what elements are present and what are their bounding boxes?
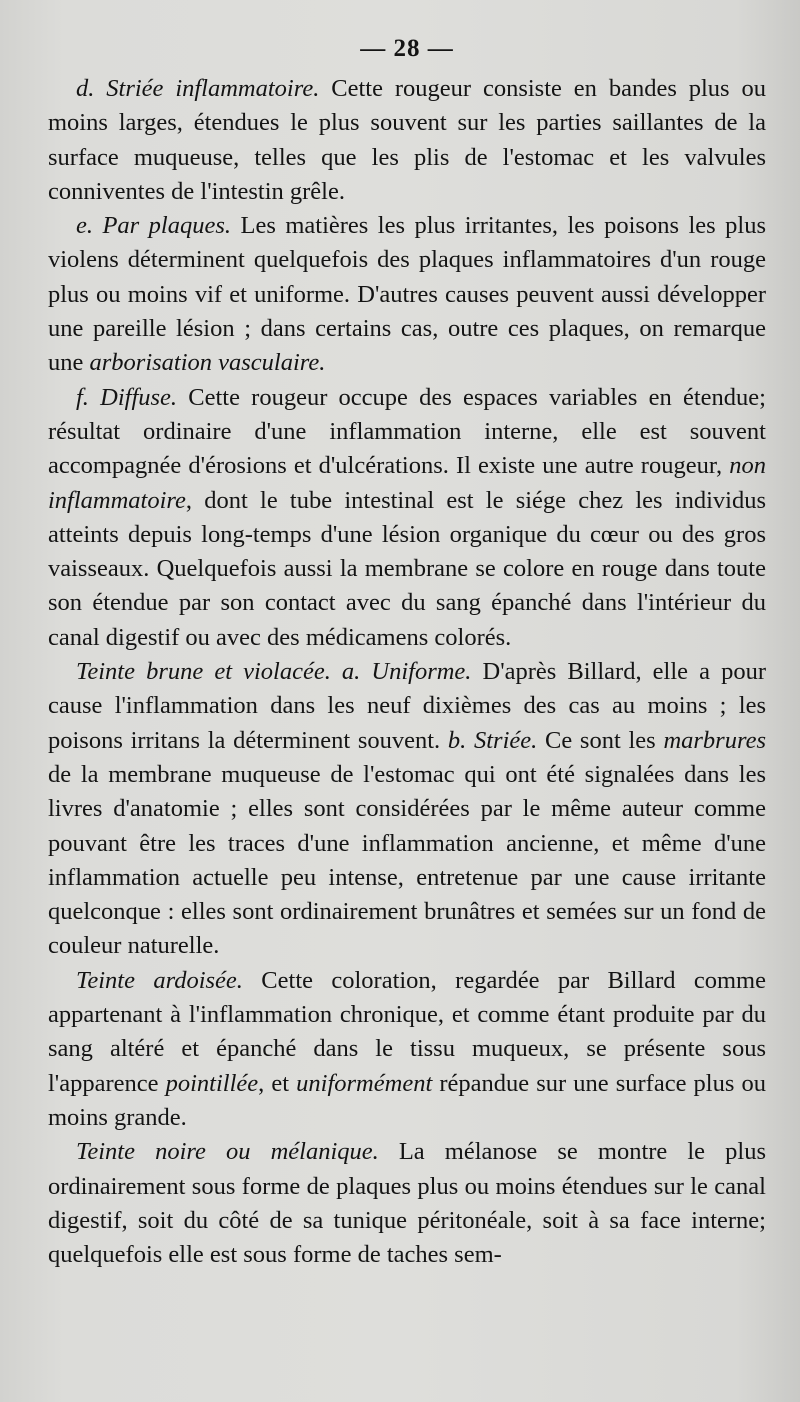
paragraph-label: d. Striée inflammatoire. — [76, 75, 320, 102]
paragraph-tail: répandue sur une surface plus ou moins grande. — [48, 1069, 766, 1131]
paragraph-teinte-brune — [48, 655, 766, 964]
paragraph-mid: , et — [258, 1069, 297, 1097]
paragraph-emphasis: pointillée — [165, 1069, 259, 1097]
paragraph-emphasis: b. Striée. — [447, 726, 538, 754]
paragraph-tail: , dont le tube intestinal est le siége chez les individus atteints depuis long-temps d'une lésion organique du cœur ou des gros vaisseaux. Quelquefois aussi la membrane se colore en rouge dans toute son étendue par son contact avec du sang épanché dans l'intérieur du canal digestif ou avec des médicamens colorés. — [48, 486, 766, 651]
paragraph-text: Les matières les plus irritantes, les poisons les plus violens déterminent quelquefois des plaques inflammatoires d'un rouge plus ou moins vif et uniforme. D'autres causes peuvent aussi développer une pareille lésion ; dans certains cas, outre ces plaques, on remarque une — [48, 212, 766, 377]
paragraph-text: Cette rougeur consiste en bandes plus ou moins larges, étendues le plus souvent sur les parties saillantes de la surface muqueuse, telles que les plis de l'estomac et les valvules conniventes de l'intestin grêle. — [48, 75, 766, 205]
paragraph-emphasis-2: marbrures — [663, 726, 766, 754]
paragraph-teinte-noire — [48, 1135, 766, 1272]
paragraph-teinte-ardoisee — [48, 964, 766, 1135]
paragraph-diffuse — [48, 381, 766, 655]
paragraph-striee-inflammatoire — [48, 72, 766, 209]
paragraph-text: D'après Billard, elle a pour cause l'inflammation dans les neuf dixièmes des cas au moins ; les poisons irritans la déterminent souvent. — [48, 658, 766, 754]
paragraph-text: Cette coloration, regardée par Billard comme appartenant à l'inflammation chronique, et comme étant produite par du sang altéré et épanché dans le tissu muqueux, se présente sous l'apparence — [48, 966, 766, 1097]
paragraph-emphasis: arborisation vasculaire. — [89, 349, 326, 377]
paragraph-text: Cette rougeur occupe des espaces variables en étendue; résultat ordinaire d'une inflammation interne, elle est souvent accompagnée d'érosions et d'ulcérations. Il existe une autre rougeur, — [48, 383, 766, 480]
paragraph-mid: Ce sont les — [537, 726, 664, 754]
page-number: — 28 — — [360, 35, 454, 62]
paragraph-emphasis-2: uniformément — [296, 1069, 433, 1097]
paragraph-label: e. Par plaques. — [76, 212, 232, 240]
paragraph-label: Teinte brune et violacée. a. Uniforme. — [76, 658, 472, 686]
paragraph-label: Teinte noire ou mélanique. — [76, 1138, 379, 1166]
paragraph-text: La mélanose se montre le plus ordinairement sous forme de plaques plus ou moins étendues sur le canal digestif, soit du côté de sa tunique péritonéale, soit à sa face interne; quelquefois elle est sous forme de taches sem- — [48, 1138, 766, 1269]
paragraph-label: Teinte ardoisée. — [76, 966, 243, 994]
paragraph-emphasis: non inflammatoire — [48, 452, 766, 514]
paragraph-tail: de la membrane muqueuse de l'estomac qui ont été signalées dans les livres d'anatomie ; elles sont considérées par le même auteur comme pouvant être les traces d'une inflammation ancienne, et même d'une inflammation actuelle peu intense, entretenue par une cause irritante quelconque : elles sont ordinairement brunâtres et semées sur un fond de couleur naturelle. — [48, 760, 766, 960]
paragraph-label: f. Diffuse. — [76, 383, 178, 411]
paragraph-par-plaques — [48, 209, 766, 380]
